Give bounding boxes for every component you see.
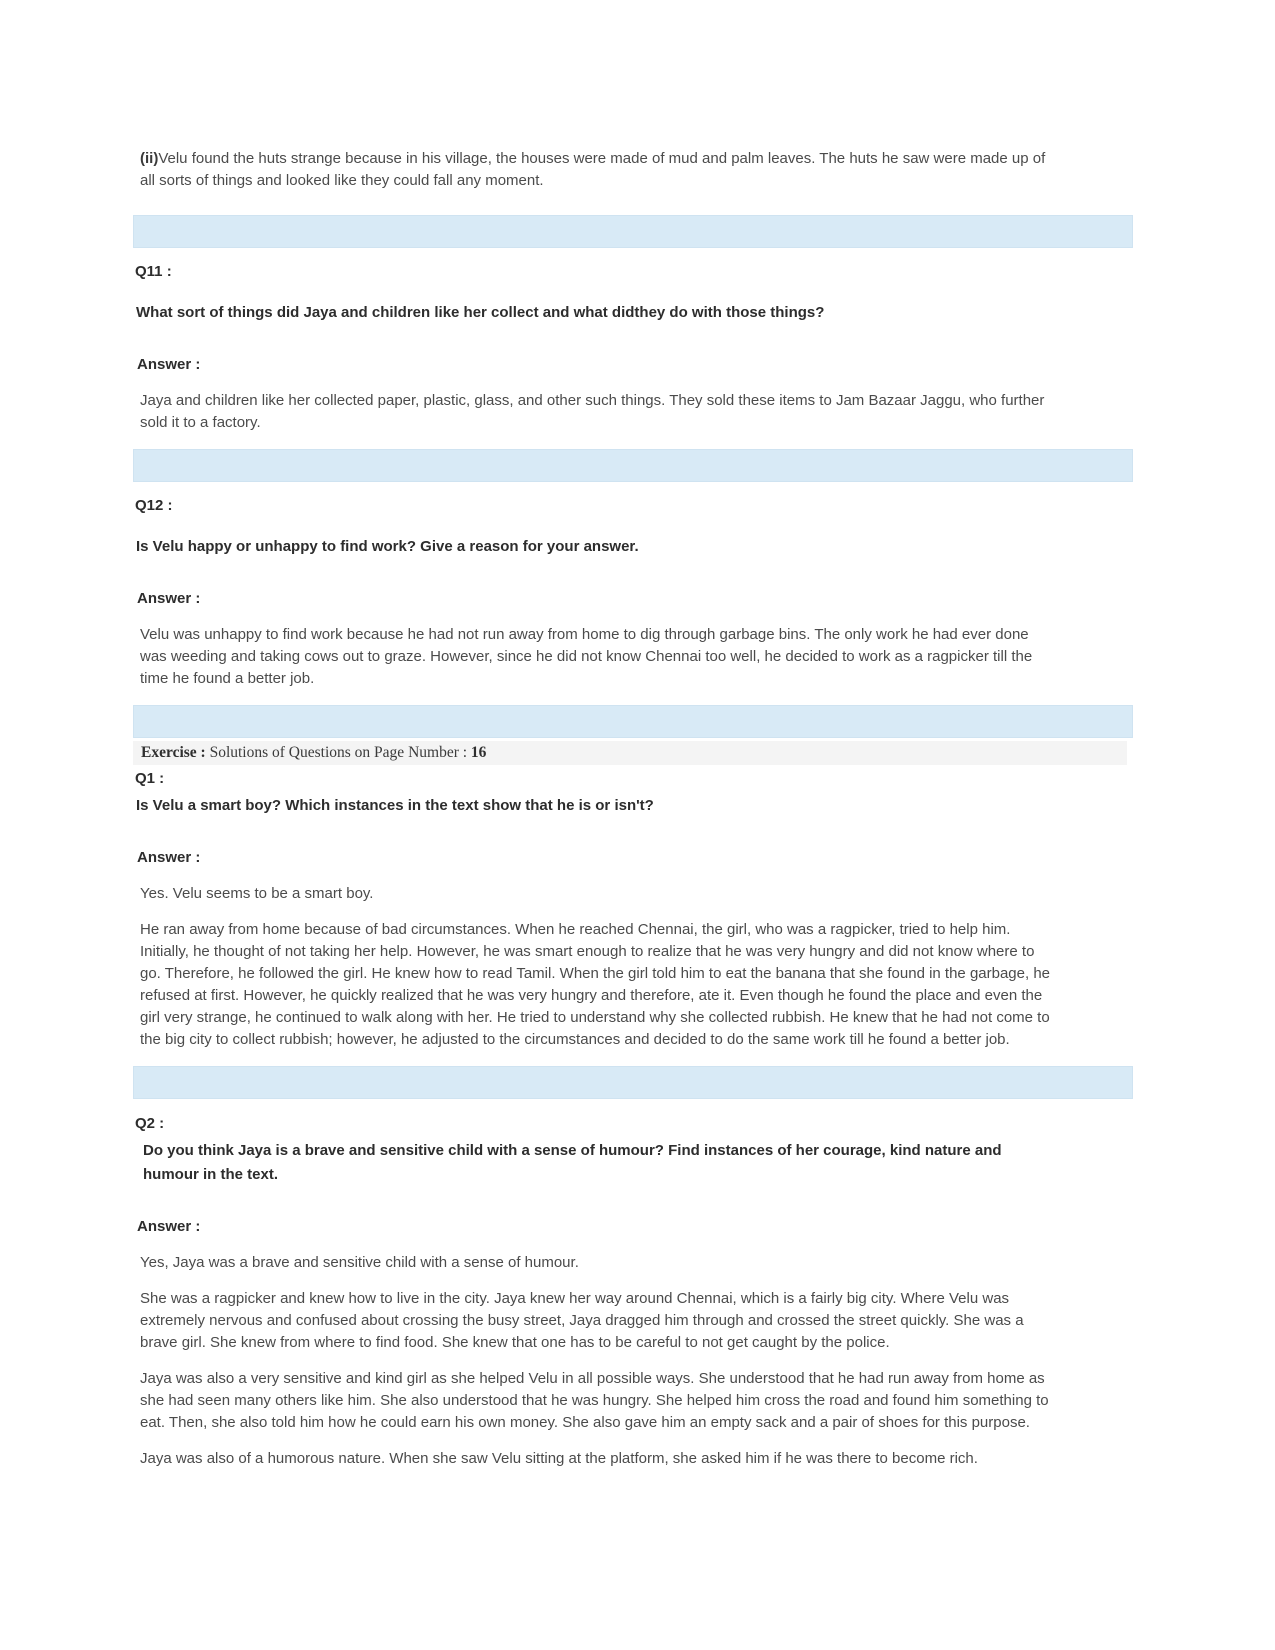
answer-paragraph: Jaya and children like her collected paper, plastic, glass, and other such things. They sold these items to Jam Bazaar Jaggu, who further sold it to a factory. [140,392,1045,431]
question-text-q1: Is Velu a smart boy? Which instances in the text show that he is or isn't? [136,797,654,814]
answer-paragraph: Yes, Jaya was a brave and sensitive child with a sense of humour. [140,1254,579,1271]
answer-paragraph: Jaya was also a very sensitive and kind girl as she helped Velu in all possible ways. She understood that he had run away from home as she had seen many others like him. She also understood that he was hungry. She helped him cross the road and found him something to eat. Then, she also told him how he could earn his own money. She also gave him an empty sack and a pair of shoes for this purpose. [140,1370,1049,1431]
exercise-header-text: Solutions of Questions on Page Number : [205,744,471,761]
divider-band [133,449,1133,482]
divider-band [133,1066,1133,1099]
section-q11 [133,261,1133,434]
divider-band [133,215,1133,248]
section-q12 [133,495,1133,690]
section-q1 [133,767,1133,1051]
question-text-q11: What sort of things did Jaya and children like her collect and what didthey do with those things? [136,304,825,321]
intro-paragraph [133,148,1058,192]
exercise-page-number: 16 [470,744,487,761]
question-text-q12: Is Velu happy or unhappy to find work? Give a reason for your answer. [136,538,639,555]
answer-label-q12: Answer : [137,590,201,607]
question-text-q2: Do you think Jaya is a brave and sensitive child with a sense of humour? Find instances of her courage, kind nature and humour in the text. [143,1142,1002,1183]
question-label-q2: Q2 : [135,1115,165,1132]
answer-paragraph: Yes. Velu seems to be a smart boy. [140,885,374,902]
answer-paragraph: Jaya was also of a humorous nature. When she saw Velu sitting at the platform, she asked him if he was there to become rich. [140,1450,978,1467]
exercise-header [133,741,1127,765]
document-content [133,148,1133,1470]
answer-label-q11: Answer : [137,356,201,373]
intro-text: Velu found the huts strange because in his village, the houses were made of mud and palm leaves. The huts he saw were made up of all sorts of things and looked like they could fall any moment. [140,150,1046,189]
exercise-header-label: Exercise : [141,744,206,761]
section-q2 [133,1112,1133,1470]
answer-paragraph: Velu was unhappy to find work because he had not run away from home to dig through garbage bins. The only work he had ever done was weeding and taking cows out to graze. However, since he did not know Chennai too well, he decided to work as a ragpicker till the time he found a better job. [140,626,1033,687]
intro-bold-prefix: (ii) [140,150,159,167]
answer-label-q1: Answer : [137,849,201,866]
answer-paragraph: She was a ragpicker and knew how to live in the city. Jaya knew her way around Chennai, which is a fairly big city. Where Velu was extremely nervous and confused about crossing the busy street, Jaya dragged him through and crossed the street quickly. She was a brave girl. She knew from where to find food. She knew that one has to be careful to not get caught by the police. [140,1290,1024,1351]
question-label-q11: Q11 : [135,263,172,280]
divider-band [133,705,1133,738]
answer-paragraph: He ran away from home because of bad circumstances. When he reached Chennai, the girl, who was a ragpicker, tried to help him. Initially, he thought of not taking her help. However, he was smart enough to realize that he was very hungry and did not know where to go. Therefore, he followed the girl. He knew how to read Tamil. When the girl told him to eat the banana that she found in the garbage, he refused at first. However, he quickly realized that he was very hungry and therefore, ate it. Even though he found the place and even the girl very strange, he continued to walk along with her. He tried to understand why she collected rubbish. He knew that he had not come to the big city to collect rubbish; however, he adjusted to the circumstances and decided to do the same work till he found a better job. [140,921,1051,1048]
question-label-q12: Q12 : [135,497,173,514]
question-label-q1: Q1 : [135,770,165,787]
answer-label-q2: Answer : [137,1218,201,1235]
